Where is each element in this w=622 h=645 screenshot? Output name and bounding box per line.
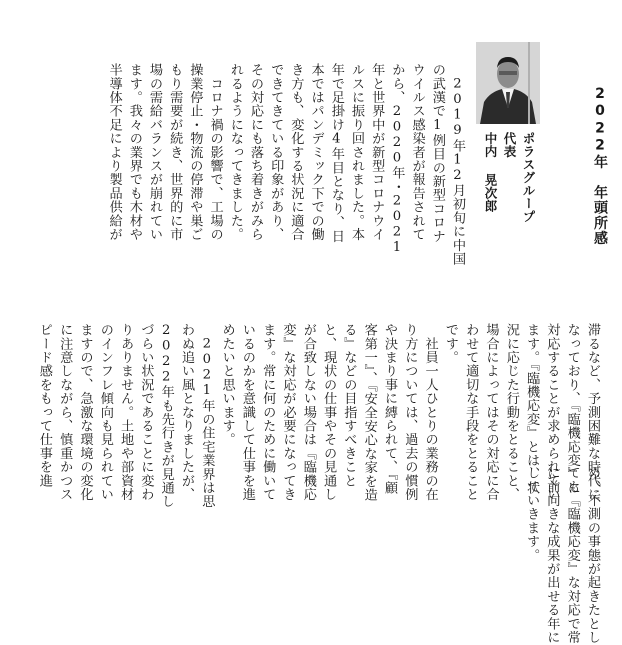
text-column: 社員一人ひとりの業務の在 <box>422 323 438 502</box>
author-role: 代表 <box>502 132 517 158</box>
text-column: 場の需給バランスが崩れてい <box>147 63 162 242</box>
text-column: 対応することが求められてい <box>544 323 560 502</box>
organization-name: ポラスグループ <box>521 132 536 223</box>
text-column: が合致しない場合は『臨機応 <box>300 323 316 502</box>
text-column: ピード感をもって仕事を進 <box>36 323 52 488</box>
text-column: め、不測の事態が起きたとし <box>585 466 600 645</box>
text-column: づらい状況であることに変わ <box>138 323 154 502</box>
text-column: 年と世界中が新型コロナウイ <box>369 63 385 242</box>
text-column: 年で足掛け4年目となり、日 <box>328 63 344 243</box>
text-column: わせて適切な手段をとること <box>463 323 479 502</box>
text-column: のインフレ傾向も見られてい <box>97 323 113 502</box>
text-column: ウイルス感染者が報告されて <box>409 63 425 242</box>
text-column: わぬ追い風となりましたが、 <box>179 323 194 502</box>
text-column: ルスに振り回されました。本 <box>349 63 364 242</box>
text-column: 2021年の住宅業界は思 <box>199 323 215 509</box>
text-column: いるのかを意識して仕事を進 <box>239 323 255 502</box>
text-column: 半導体不足により製品供給が <box>106 63 122 242</box>
text-column: もり需要が続き、世界的に市 <box>167 63 183 242</box>
text-column: ても『臨機応変』な対応で常 <box>564 466 580 645</box>
text-column: りありません。土地や部資材 <box>118 323 134 502</box>
text-column: なっており、『臨機応変』に <box>564 323 580 495</box>
text-column: 変』な対応が必要になってき <box>280 323 296 502</box>
text-column: に前向きな成果が出せる年に <box>544 466 560 645</box>
text-column: できてきている印象があり、 <box>268 63 284 242</box>
portrait-image <box>476 42 540 124</box>
text-column: と、現状の仕事やその見通し <box>321 323 337 502</box>
author-name: 中内 晃次郎 <box>483 132 498 213</box>
text-column: や決まり事に縛られて、『顧 <box>382 323 397 495</box>
text-column: 2019年12月初旬に中国 <box>450 63 465 266</box>
text-column: り方については、過去の慣例 <box>402 323 418 502</box>
text-column: 場合によってはその対応に合 <box>483 323 499 502</box>
text-column: ます。『臨機応変』とは、状 <box>524 323 540 495</box>
text-column: き方も、変化する状況に適合 <box>288 63 304 242</box>
photo-portrait <box>476 42 540 124</box>
text-column: から、2020年・2021 <box>389 63 405 256</box>
text-column: ますので、急激な環境の変化 <box>77 323 93 502</box>
text-column: 滞るなど、予測困難な時代に <box>585 323 600 502</box>
text-column: めたいと思います。 <box>219 323 235 447</box>
text-column: に注意しながら、慎重かつス <box>57 323 73 502</box>
text-column: 本ではパンデミック下での働 <box>308 63 324 242</box>
text-column: ます。我々の業界でも木材や <box>126 63 142 242</box>
text-column: です。 <box>442 323 458 365</box>
photo-divider <box>528 42 530 124</box>
text-column: る』などの目指すべきこと <box>341 323 357 488</box>
text-column: 客第一』、『安全安心な家を造 <box>361 323 377 502</box>
text-column: れるようになってきました。 <box>227 63 243 242</box>
text-column: 2022年も先行きが見通し <box>158 323 174 509</box>
text-column: コロナ禍の影響で、工場の <box>207 63 223 242</box>
text-column: その対応にも落ち着きがみら <box>248 63 263 242</box>
text-column: の武漢で1例目の新型コロナ <box>429 63 445 243</box>
text-column: 況に応じた行動をとること、 <box>503 323 519 502</box>
text-column: していきます。 <box>524 466 540 562</box>
text-column: ます。常に何のために働いて <box>260 323 276 502</box>
page-title: 2022年 年頭所感 <box>592 86 608 246</box>
text-column: 操業停止・物流の停滞や巣ご <box>187 63 203 242</box>
